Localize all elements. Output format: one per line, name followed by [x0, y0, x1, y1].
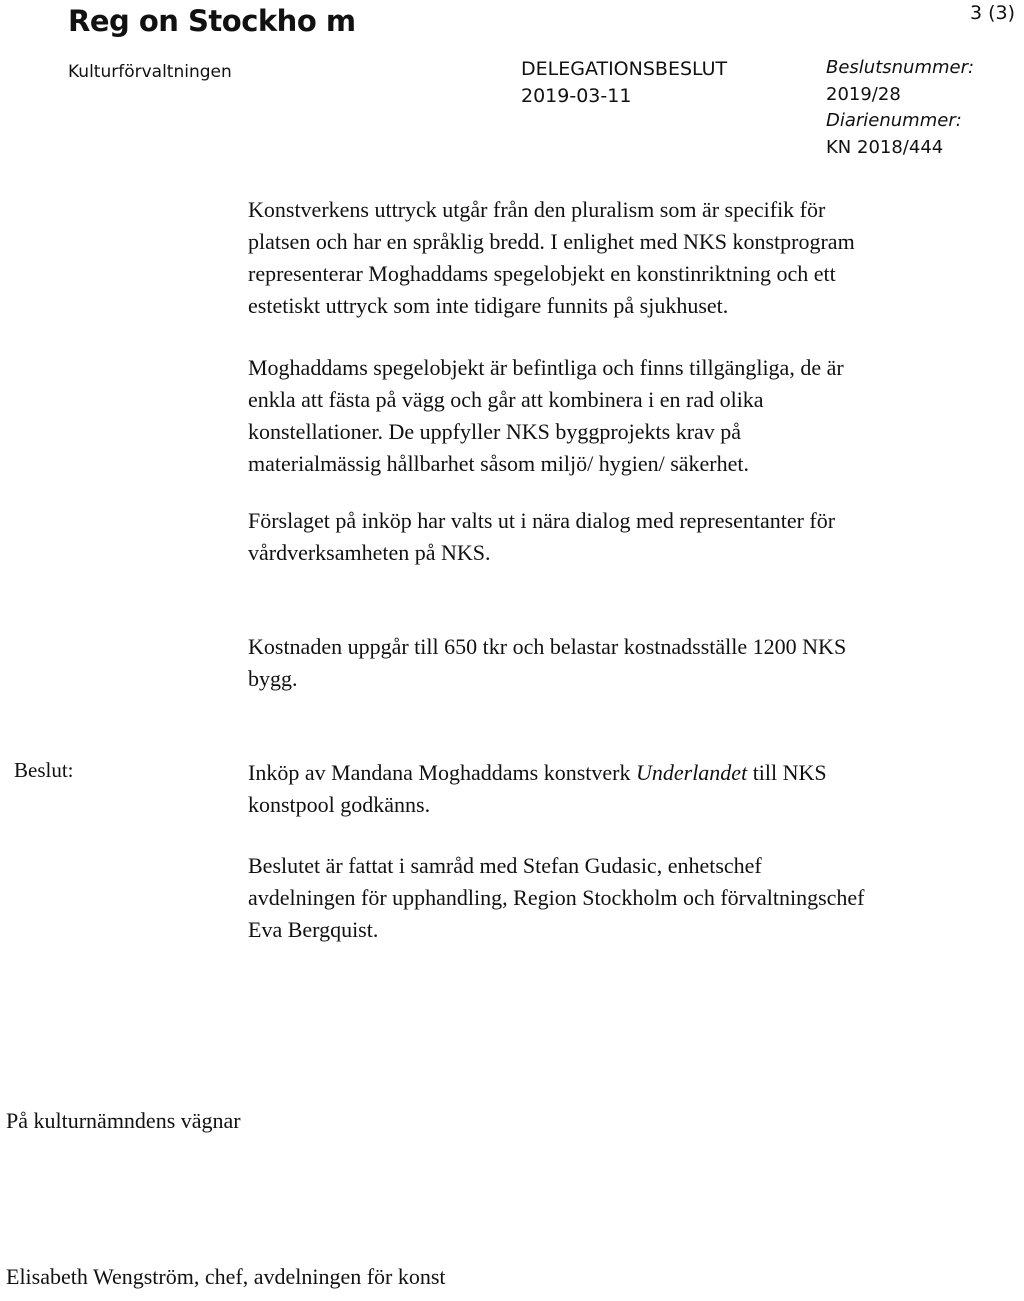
decision-suffix: till NKS	[747, 760, 827, 785]
on-behalf-line: På kulturnämndens vägnar	[6, 1108, 241, 1133]
text-line: Förslaget på inköp har valts ut i nära dialog med representanter för	[248, 508, 836, 533]
region-logo: Reg on Stockho m	[68, 4, 356, 38]
text-line: konstellationer. De uppfyller NKS byggprojekts krav på	[248, 419, 742, 444]
text-line: Kostnaden uppgår till 650 tkr och belastar kostnadsställe 1200 NKS	[248, 634, 847, 659]
text-line: Beslutet är fattat i samråd med Stefan Gudasic, enhetschef	[248, 853, 762, 878]
text-line: avdelningen för upphandling, Region Stockholm och förvaltningschef	[248, 885, 865, 910]
artwork-title: Underlandet	[635, 760, 748, 785]
registry-number-label: Diarienummer:	[826, 110, 962, 131]
paragraph-cost	[248, 631, 988, 695]
text-line: platsen och har en språklig bredd. I enlighet med NKS konstprogram	[248, 229, 855, 254]
decision-line	[248, 757, 988, 789]
organization-name: Kulturförvaltningen	[68, 62, 232, 82]
text-line: bygg.	[248, 666, 298, 691]
text-line: Moghaddams spegelobjekt är befintliga och finns tillgängliga, de är	[248, 355, 844, 380]
text-line: Konstverkens uttryck utgår från den pluralism som är specifik för	[248, 197, 826, 222]
document-type: DELEGATIONSBESLUT	[521, 58, 728, 80]
text-line: materialmässig hållbarhet såsom miljö/ hygien/ säkerhet.	[248, 451, 749, 476]
decision-number: 2019/28	[826, 84, 901, 105]
paragraph-mirror-objects	[248, 352, 988, 480]
text-line: estetiskt uttryck som inte tidigare funnits på sjukhuset.	[248, 293, 729, 318]
paragraph-art-expression	[248, 194, 988, 322]
consultation-text	[248, 850, 988, 946]
text-line: enkla att fästa på vägg och går att kombinera i en rad olika	[248, 387, 764, 412]
decision-text	[248, 757, 988, 821]
decision-label: Beslut:	[14, 758, 74, 782]
signatory-name: Elisabeth Wengström, chef, avdelningen för konst	[6, 1264, 446, 1289]
text-line: konstpool godkänns.	[248, 792, 431, 817]
text-line: representerar Moghaddams spegelobjekt en konstinriktning och ett	[248, 261, 836, 286]
document-date: 2019-03-11	[521, 85, 632, 107]
registry-number: KN 2018/444	[826, 137, 944, 158]
paragraph-proposal	[248, 505, 988, 569]
text-line: Eva Bergquist.	[248, 917, 379, 942]
decision-prefix: Inköp av Mandana Moghaddams konstverk	[248, 760, 636, 785]
text-line: vårdverksamheten på NKS.	[248, 540, 491, 565]
page-number: 3 (3)	[970, 2, 1016, 24]
decision-number-label: Beslutsnummer:	[826, 57, 975, 78]
